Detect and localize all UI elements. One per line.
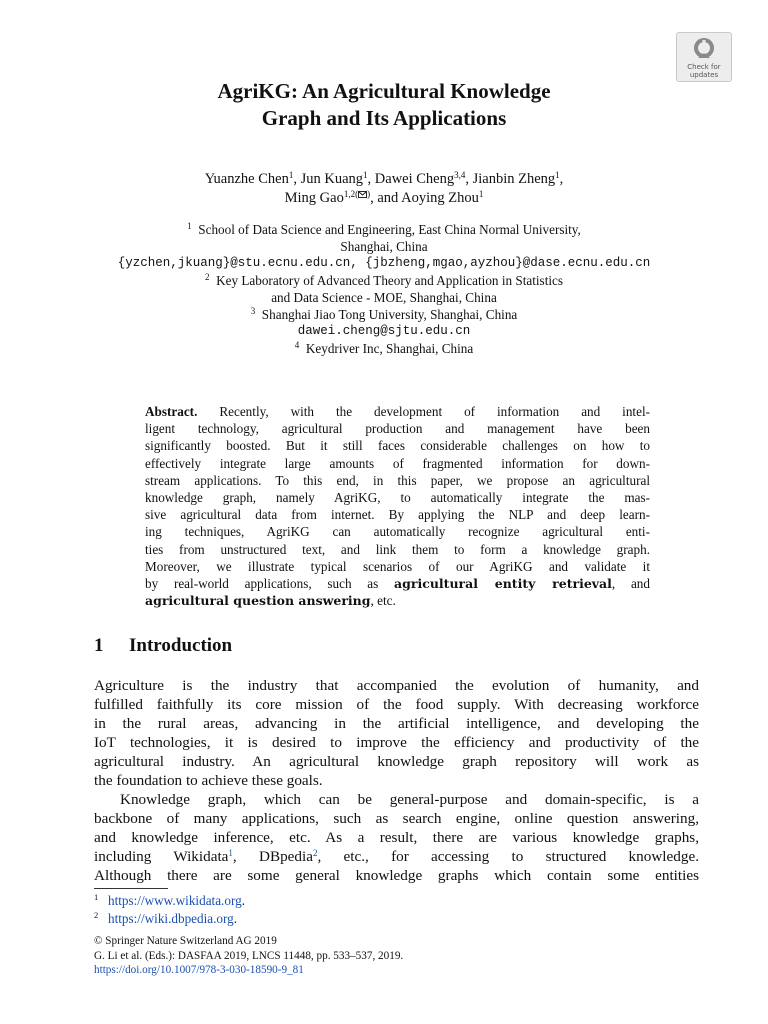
footnote-2: $^2$ https://wiki.dbpedia.org. <box>94 909 238 926</box>
author-name: Jianbin Zheng <box>472 171 556 187</box>
footnote-link[interactable]: https://www.wikidata.org <box>108 893 242 908</box>
author-affil: 3,4 <box>454 170 466 180</box>
affiliation-4-line1: $^4$ Keydriver Inc, Shanghai, China <box>294 340 474 356</box>
citation-line: G. Li et al. (Eds.): DASFAA 2019, LNCS 11448, pp. 533–537, 2019. <box>94 949 404 962</box>
body-line: IoT technologies, it is desired to improve the efficiency and productivity of the <box>94 734 699 751</box>
body-line: Agriculture is the industry that accompanied the evolution of humanity, and <box>94 677 699 694</box>
affiliation-2-line2: and Data Science - MOE, Shanghai, China <box>271 290 497 305</box>
abstract <box>145 403 650 609</box>
footnote-1: $^1$ https://www.wikidata.org. <box>94 892 245 908</box>
author-name: Aoying Zhou <box>401 190 479 206</box>
body-line: agricultural industry. An agricultural knowledge graph repository will work as <box>94 753 699 770</box>
copyright-line: © Springer Nature Switzerland AG 2019 <box>94 935 277 947</box>
body-line: including Wikidata$^1$, DBpedia$^2$, etc., for accessing to structured knowledge. <box>94 848 699 865</box>
author-name: Dawei Cheng <box>374 171 455 187</box>
author-list <box>0 170 768 208</box>
abstract-line: sive agricultural data from internet. By applying the NLP and deep learn- <box>145 507 650 523</box>
copyright-block <box>94 934 403 978</box>
envelope-icon[interactable] <box>358 191 367 198</box>
author-affil: 1 <box>363 170 368 180</box>
affiliations <box>0 221 768 357</box>
paper-title <box>0 78 768 132</box>
abstract-line: significantly boosted. But it still faces considerable challenges on how to <box>145 438 650 454</box>
body-line: the foundation to achieve these goals. <box>94 772 323 789</box>
abstract-line: Moreover, we illustrate typical scenarios of our AgriKG and validate it <box>145 558 650 574</box>
title-line2: Graph and Its Applications <box>261 106 507 130</box>
body-line: backbone of many applications, such as search engine, online question answering, <box>94 810 699 827</box>
intro-body <box>94 676 699 885</box>
keyword: agricultural entity retrieval <box>394 576 612 592</box>
section-title: Introduction <box>129 635 233 656</box>
keyword: agricultural question answering <box>145 593 371 609</box>
footnote-divider <box>94 888 168 889</box>
body-line: and knowledge inference, etc. As a result, there are various knowledge graphs, <box>94 829 699 846</box>
abstract-line: ties from unstructured text, and link them to form a knowledge graph. <box>145 541 650 557</box>
affiliation-3-email[interactable]: dawei.cheng@sjtu.edu.cn <box>297 324 471 338</box>
footnote-ref-2[interactable]: 2 <box>312 848 318 858</box>
abstract-line: knowledge graph, namely AgriKG, to automatically integrate the mas- <box>145 490 650 506</box>
abstract-label: Abstract. <box>145 404 198 419</box>
footnotes <box>94 892 245 927</box>
body-line: fulfilled faithfully its core mission of the food supply. With decreasing workforce <box>94 696 699 713</box>
body-line: in the rural areas, advancing in the artificial intelligence, and developing the <box>94 715 699 732</box>
abstract-line: stream applications. To this end, in this paper, we propose an agricultural <box>145 472 650 488</box>
footnote-link[interactable]: https://wiki.dbpedia.org <box>108 910 234 926</box>
section-heading <box>94 634 232 658</box>
author-affil: 1 <box>478 189 484 199</box>
footnote-ref-1[interactable]: 1 <box>228 848 233 858</box>
title-line1: AgriKG: An Agricultural Knowledge <box>217 79 551 103</box>
author-affil: 1,2( ) <box>343 189 371 199</box>
affiliation-1-line2: Shanghai, China <box>340 239 428 254</box>
body-line: Although there are some general knowledge graphs which contain some entities <box>94 867 699 884</box>
author-name: Jun Kuang <box>300 171 364 187</box>
abstract-line: effectively integrate large amounts of fragmented information for down- <box>145 455 650 471</box>
abstract-line: by real-world applications, such as agricultural entity retrieval, and <box>145 576 650 592</box>
affiliation-2-line1: $^2$ Key Laboratory of Advanced Theory and Application in Statistics <box>204 272 564 288</box>
check-for-updates-icon <box>692 36 716 62</box>
author-affil: 1 <box>555 170 560 180</box>
abstract-line: ing techniques, AgriKG can automatically recognize agricultural enti- <box>145 524 650 540</box>
abstract-line: Abstract. Recently, with the development of information and intel- <box>145 404 651 419</box>
body-line: Knowledge graph, which can be general-purpose and domain-specific, is a <box>120 791 699 808</box>
affiliation-1-line1: $^1$ School of Data Science and Engineering, East China Normal University, <box>187 221 581 237</box>
badge-line1: Check for <box>687 63 721 71</box>
author-name: Ming Gao <box>284 190 344 206</box>
affiliation-3-line1: $^3$ Shanghai Jiao Tong University, Shanghai, China <box>250 306 518 322</box>
abstract-line: ligent technology, agricultural production and management have been <box>145 421 650 437</box>
check-for-updates-badge[interactable] <box>676 32 732 82</box>
abstract-line: agricultural question answering, etc. <box>145 593 396 609</box>
badge-line2: updates <box>689 71 719 79</box>
author-line2: Ming Gao$^{1,2( )}$, and Aoying Zhou$^1$ <box>284 189 484 206</box>
author-name: Yuanzhe Chen <box>204 171 289 187</box>
doi-link[interactable]: https://doi.org/10.1007/978-3-030-18590-9_81 <box>94 964 304 976</box>
author-line1: Yuanzhe Chen$^1$, Jun Kuang$^1$, Dawei Cheng$^{3,4}$, Jianbin Zheng$^1$, <box>204 170 564 187</box>
author-affil: 1 <box>288 170 294 180</box>
section-number: 1 <box>94 635 104 656</box>
affiliation-1-email[interactable]: {yzchen,jkuang}@stu.ecnu.edu.cn, {jbzheng,mgao,ayzhou}@dase.ecnu.edu.cn <box>117 256 651 270</box>
